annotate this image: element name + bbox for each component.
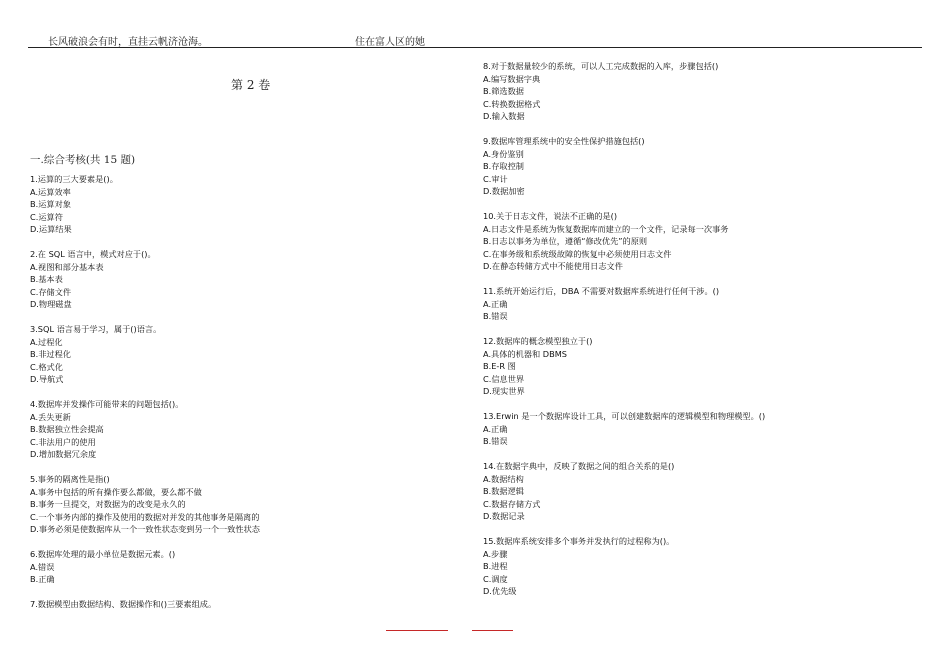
answer-option: C.数据存储方式 — [483, 498, 541, 509]
section-title: 一.综合考核(共 15 题) — [30, 154, 136, 166]
footer-divider-right — [472, 630, 513, 631]
answer-option: A.过程化 — [30, 336, 63, 347]
right-question-column — [483, 60, 903, 598]
question-stem: 12.数据库的概念模型独立于() — [483, 336, 593, 346]
answer-option: D.导航式 — [30, 374, 64, 384]
question-block — [483, 335, 903, 398]
header-author: 住在富人区的她 — [355, 37, 425, 48]
answer-option: D.物理磁盘 — [30, 299, 72, 309]
question-stem: 14.在数据字典中，反映了数据之间的组合关系的是() — [483, 461, 675, 471]
question-stem: 11.系统开始运行后，DBA 不需要对数据库系统进行任何干涉。() — [483, 286, 720, 296]
answer-option: B.数据独立性会提高 — [30, 424, 104, 434]
answer-option: A.运算效率 — [30, 186, 71, 197]
answer-option: D.事务必须是使数据库从一个一致性状态变到另一个一致性状态 — [30, 524, 260, 534]
answer-option: B.错误 — [483, 436, 508, 446]
answer-option: B.非过程化 — [30, 349, 71, 359]
answer-option: A.正确 — [483, 298, 508, 309]
answer-option: D.数据加密 — [483, 186, 525, 196]
answer-option: A.编写数据字典 — [483, 73, 541, 84]
answer-option: D.在静态转储方式中不能使用日志文件 — [483, 261, 623, 271]
answer-option: A.数据结构 — [483, 473, 524, 484]
answer-option: A.事务中包括的所有操作要么都做，要么都不做 — [30, 486, 202, 497]
answer-option: D.输入数据 — [483, 111, 525, 121]
volume-title: 第 2 卷 — [231, 78, 271, 92]
question-block — [483, 135, 903, 198]
answer-option: B.存取控制 — [483, 161, 524, 171]
answer-option: A.视图和部分基本表 — [30, 261, 104, 272]
answer-option: D.数据记录 — [483, 511, 525, 521]
answer-option: B.事务一旦提交，对数据为的改变是永久的 — [30, 499, 186, 509]
question-stem: 4.数据库并发操作可能带来的问题包括()。 — [30, 399, 184, 409]
answer-option: B.正确 — [30, 574, 55, 584]
answer-option: C.转换数据格式 — [483, 98, 541, 109]
question-stem: 13.Erwin 是一个数据库设计工具，可以创建数据库的逻辑模型和物理模型。() — [483, 411, 766, 421]
question-stem: 10.关于日志文件，说法不正确的是() — [483, 211, 618, 221]
answer-option: B.日志以事务为单位，遵循“修改优先”的原则 — [483, 236, 648, 246]
answer-option: A.错误 — [30, 561, 55, 572]
question-stem: 8.对于数据量较少的系统，可以人工完成数据的入库，步骤包括() — [483, 61, 719, 71]
question-stem: 5.事务的隔离性是指() — [30, 474, 110, 484]
question-block — [483, 460, 903, 523]
answer-option: D.增加数据冗余度 — [30, 449, 97, 459]
question-stem: 2.在 SQL 语言中，模式对应于()。 — [30, 249, 156, 259]
answer-option: A.具体的机器和 DBMS — [483, 348, 567, 359]
question-block — [30, 173, 450, 236]
question-block — [30, 598, 450, 611]
answer-option: A.日志文件是系统为恢复数据库而建立的一个文件，记录每一次事务 — [483, 223, 729, 234]
question-block — [30, 248, 450, 311]
answer-option: B.进程 — [483, 561, 508, 571]
left-question-column — [30, 173, 450, 611]
header-divider — [28, 47, 922, 48]
answer-option: C.调度 — [483, 573, 508, 584]
answer-option: C.存储文件 — [30, 286, 72, 297]
answer-option: C.格式化 — [30, 361, 63, 372]
question-block — [30, 398, 450, 461]
answer-option: C.在事务级和系统级故障的恢复中必须使用日志文件 — [483, 248, 672, 259]
answer-option: B.基本表 — [30, 274, 63, 284]
answer-option: D.现实世界 — [483, 386, 525, 396]
question-stem: 9.数据库管理系统中的安全性保护措施包括() — [483, 136, 645, 146]
answer-option: D.运算结果 — [30, 224, 72, 234]
footer-divider-left — [386, 630, 448, 631]
question-stem: 15.数据库系统安排多个事务并发执行的过程称为()。 — [483, 536, 675, 546]
question-block — [483, 60, 903, 123]
question-block — [30, 548, 450, 586]
answer-option: C.非法用户的使用 — [30, 436, 96, 447]
answer-option: C.运算符 — [30, 211, 63, 222]
question-stem: 6.数据库处理的最小单位是数据元素。() — [30, 549, 176, 559]
answer-option: B.E-R 图 — [483, 361, 516, 371]
answer-option: A.正确 — [483, 423, 508, 434]
question-stem: 7.数据模型由数据结构、数据操作和()三要素组成。 — [30, 599, 217, 609]
question-stem: 1.运算的三大要素是()。 — [30, 174, 118, 184]
answer-option: A.身份鉴别 — [483, 148, 524, 159]
answer-option: C.审计 — [483, 173, 508, 184]
question-block — [30, 473, 450, 536]
answer-option: C.一个事务内部的操作及使用的数据对并发的其他事务是隔离的 — [30, 511, 260, 522]
answer-option: A.丢失更新 — [30, 411, 71, 422]
answer-option: D.优先级 — [483, 586, 517, 596]
question-block — [483, 410, 903, 448]
question-block — [483, 285, 903, 323]
header-motto: 长风破浪会有时，直挂云帆济沧海。 — [48, 37, 208, 48]
answer-option: A.步骤 — [483, 548, 508, 559]
answer-option: B.数据逻辑 — [483, 486, 524, 496]
question-block — [30, 323, 450, 386]
answer-option: B.错误 — [483, 311, 508, 321]
answer-option: B.运算对象 — [30, 199, 71, 209]
question-block — [483, 535, 903, 598]
answer-option: C.信息世界 — [483, 373, 525, 384]
answer-option: B.筛选数据 — [483, 86, 524, 96]
question-block — [483, 210, 903, 273]
question-stem: 3.SQL 语言易于学习，属于()语言。 — [30, 324, 162, 334]
